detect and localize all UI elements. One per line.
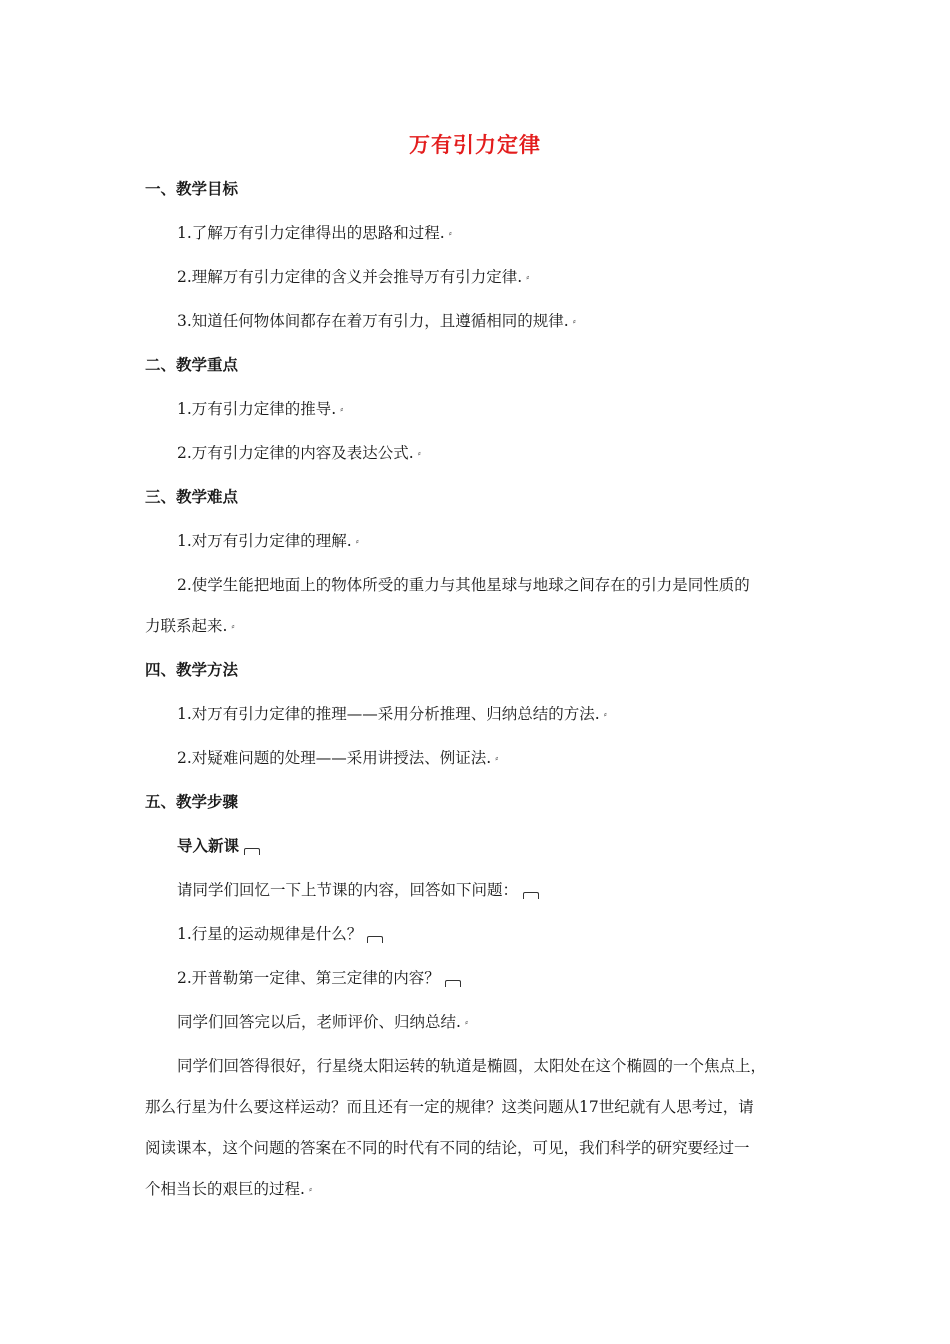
list-item-continuation: 力联系起来. ⸗: [145, 615, 234, 638]
paragraph-line: 同学们回答完以后，老师评价、归纳总结. ⸗: [177, 1011, 468, 1034]
paragraph-mark-icon: ⸗: [464, 1018, 468, 1028]
paragraph-mark-icon: ⸗: [231, 622, 235, 632]
paragraph-mark-icon: ⸗: [308, 1185, 312, 1195]
paragraph-mark-icon: ⸗: [340, 405, 344, 415]
paragraph-line: 阅读课本，这个问题的答案在不同的时代有不同的结论，可见，我们科学的研究要经过一: [145, 1139, 750, 1157]
section-heading: 三、教学难点: [145, 488, 239, 506]
document-title: 万有引力定律: [409, 133, 541, 157]
line-break-icon: [244, 848, 260, 855]
paragraph-mark-icon: ⸗: [495, 754, 499, 764]
list-item: 2.理解万有引力定律的含义并会推导万有引力定律. ⸗: [177, 266, 529, 289]
paragraph-mark-icon: ⸗: [603, 710, 607, 720]
section-heading: 二、教学重点: [145, 356, 239, 374]
paragraph-mark-icon: ⸗: [572, 317, 576, 327]
line-break-icon: [367, 936, 383, 943]
list-item: 2.开普勒第一定律、第三定律的内容？: [177, 967, 461, 989]
paragraph-mark-icon: ⸗: [355, 537, 359, 547]
section-heading: 一、教学目标: [145, 180, 239, 198]
paragraph-line: 请同学们回忆一下上节课的内容，回答如下问题：: [177, 879, 539, 901]
list-item: 1.对万有引力定律的推理——采用分析推理、归纳总结的方法. ⸗: [177, 703, 607, 726]
paragraph-line: 个相当长的艰巨的过程. ⸗: [145, 1178, 312, 1201]
section-heading: 四、教学方法: [145, 661, 239, 679]
list-item: 2.万有引力定律的内容及表达公式. ⸗: [177, 442, 421, 465]
paragraph-mark-icon: ⸗: [526, 273, 530, 283]
list-item: 1.万有引力定律的推导. ⸗: [177, 398, 343, 421]
list-item: 1.对万有引力定律的理解. ⸗: [177, 530, 359, 553]
section-heading: 五、教学步骤: [145, 793, 239, 811]
line-break-icon: [523, 892, 539, 899]
paragraph-mark-icon: ⸗: [448, 229, 452, 239]
paragraph-line: 那么行星为什么要这样运动？而且还有一定的规律？这类问题从17世纪就有人思考过，请: [145, 1098, 754, 1116]
list-item: 3.知道任何物体间都存在着万有引力，且遵循相同的规律. ⸗: [177, 310, 576, 333]
subheading: 导入新课: [177, 835, 260, 857]
list-item: 1.了解万有引力定律得出的思路和过程. ⸗: [177, 222, 452, 245]
list-item: 1.行星的运动规律是什么？: [177, 923, 383, 945]
paragraph-mark-icon: ⸗: [417, 449, 421, 459]
list-item: 2.对疑难问题的处理——采用讲授法、例证法. ⸗: [177, 747, 498, 770]
paragraph-line: 同学们回答得很好，行星绕太阳运转的轨道是椭圆，太阳处在这个椭圆的一个焦点上，: [177, 1057, 767, 1075]
line-break-icon: [445, 980, 461, 987]
list-item: 2.使学生能把地面上的物体所受的重力与其他星球与地球之间存在的引力是同性质的: [177, 576, 750, 594]
